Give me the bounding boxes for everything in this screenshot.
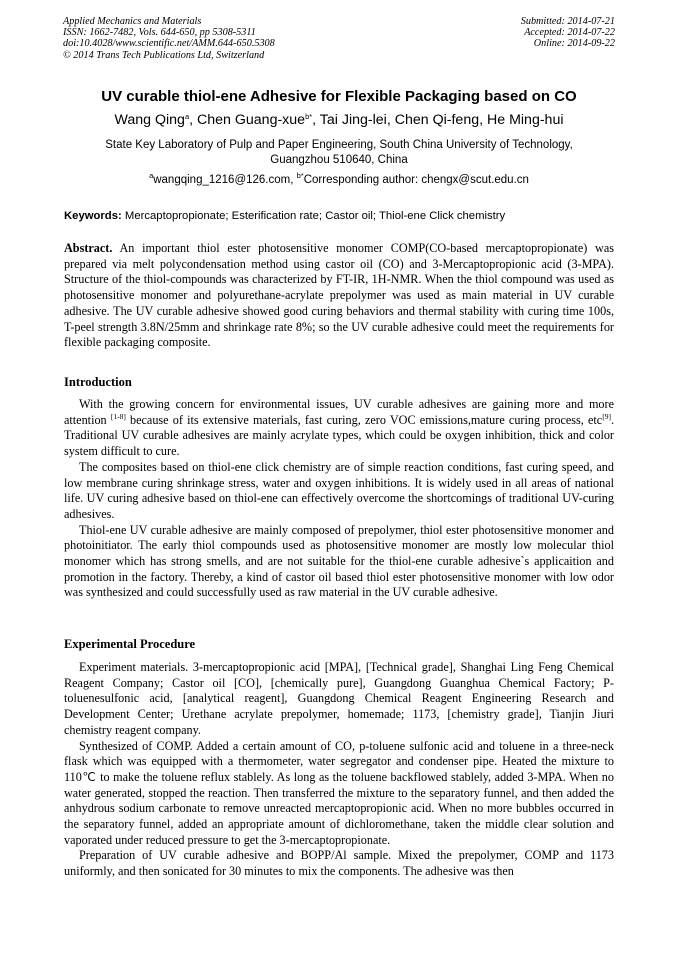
paragraph: Experiment materials. 3-mercaptopropionic acid [MPA], [Technical grade], Shanghai Ling Feng Chemical Reagent Company; Castor oil [CO], [chemically pure], Guangdong Guanghua Chemical Factory; P-toluenesulfonic acid, [analytical reagent], Guangdong Chemical Reagent Engineering Research and Development Center; Urethane acrylate prepolymer, homemade; 1173, [chemistry grade], Tianjin Jiuri chemistry reagent company. [64, 660, 614, 737]
author-name: Chen Qi-feng [394, 112, 480, 128]
paragraph-text: . Traditional UV curable adhesives are mainly acrylate types, which could be oxygen inhibition, thick and color system difficult to cure. [64, 412, 614, 459]
citation: [9] [602, 411, 611, 421]
abstract-text: An important thiol ester photosensitive monomer COMP(CO-based mercaptopropionate) was prepared via melt polycondensation method using castor oil (CO) and 3-Mercaptopropionic acid (3-MPA). Structure of the thiol-compounds was characterized by FT-IR, 1H-NMR. When the thiol compound was used as photosensitive monomer and polyurethane-acrylate prepolymer was used as main material in UV curable adhesive. The UV curable adhesive showed good curing behaviors and thermal stability with curing time 100s, T-peel strength 3.8N/25mm and shrinkage rate 8%; so the UV curable adhesive could meet the requirements for flexible packaging composite. [64, 241, 614, 350]
keywords-label: Keywords: [64, 210, 122, 222]
citation: [1-8] [110, 411, 126, 421]
keywords-text: Mercaptopropionate; Esterification rate; Castor oil; Thiol-ene Click chemistry [121, 210, 506, 222]
paragraph-text: With the growing concern for environmental issues, UV curable adhesives are gaining more and more attention [64, 397, 614, 427]
author-separator: , [386, 112, 395, 128]
dates-header [521, 16, 615, 50]
journal-issn: ISSN: 1662-7482, Vols. 644-650, pp 5308-5311 [63, 27, 256, 39]
author-separator: , [312, 112, 320, 128]
author-list [40, 111, 638, 129]
keywords [64, 209, 620, 223]
email-a-mark: a [149, 171, 154, 180]
experimental-body [64, 660, 614, 880]
experimental-heading: Experimental Procedure [64, 637, 196, 651]
paragraph: Synthesized of COMP. Added a certain amount of CO, p-toluene sulfonic acid and toluene in a three-neck flask which was equipped with a thermometer, water segregator and condenser pipe. Heated the mixture to 110℃ to make the toluene reflux stablely. As long as the toluene backflowed stablely, added 3-MPA. When no water generated, stopped the reaction. Then transferred the mixture to the separatory funnel, and then added the anhydrous sodium carbonate to remove unreacted mercaptopropionic acid. When no more bubbles occurred in the separatory funnel, added an appropriate amount of dichloromethane, taken the middle clear solution and vaporated under reduced pressure to get the 3-mercaptopropionate. [64, 738, 614, 847]
paragraph-text: because of its extensive materials, fast curing, zero VOC emissions,mature curing process, etc [125, 412, 603, 427]
journal-copyright: © 2014 Trans Tech Publications Ltd, Switzerland [63, 49, 265, 61]
paragraph: Thiol-ene UV curable adhesive are mainly composed of prepolymer, thiol ester photosensitive monomer and photoinitiator. The early thiol compounds used as photosensitive monomer are mostly low molecular thiol monomer which has strong smells, and are not suitable for the thiol-ene curable adhesive`s applicaition and promotion in the factory. Thereby, a kind of castor oil based thiol ester photosensitive monomer with low odor was synthesized and could successfully used as raw material in the UV curable adhesive. [64, 522, 614, 600]
journal-header [63, 16, 275, 61]
online-date: Online: 2014-09-22 [533, 38, 615, 50]
author-name: He Ming-hui [487, 112, 564, 128]
affiliation: State Key Laboratory of Pulp and Paper Engineering, South China University of Technology, Guangzhou 510640, China [105, 139, 573, 166]
submitted-date: Submitted: 2014-07-21 [520, 16, 615, 27]
paragraph: Preparation of UV curable adhesive and BOPP/Al sample. Mixed the prepolymer, COMP and 1173 uniformly, and then sonicated for 30 minutes to mix the components. The adhesive was then [64, 848, 614, 879]
email-b-mark: b* [296, 171, 304, 180]
journal-doi: doi:10.4028/www.scientific.net/AMM.644-650.5308 [63, 38, 275, 50]
paragraph: The composites based on thiol-ene click chemistry are of simple reaction conditions, fast curing speed, and low membrane curing shrinkage stress, water and oxygen inhibitions. It is widely used in all areas of national life. UV curing adhesive based on thiol-ene can effectively overcome the shortcomings of traditional UV-curing adhesives. [64, 459, 614, 521]
author-separator: , [189, 112, 197, 128]
paragraph [64, 397, 614, 460]
author-name: Chen Guang-xue [197, 112, 306, 128]
contact-emails [40, 173, 638, 187]
email-a: wangqing_1216@126.com, [153, 174, 297, 186]
abstract [64, 241, 614, 351]
introduction-body [64, 397, 614, 601]
author-affil-mark: b* [305, 112, 313, 121]
paper-title: UV curable thiol-ene Adhesive for Flexible Packaging based on CO [101, 88, 577, 105]
journal-name: Applied Mechanics and Materials [63, 16, 202, 27]
abstract-label: Abstract. [64, 241, 113, 255]
introduction-heading: Introduction [64, 375, 132, 389]
author-name: Tai Jing-lei [319, 112, 387, 128]
email-b: Corresponding author: chengx@scut.edu.cn [303, 174, 529, 186]
author-affil-mark: a [184, 112, 190, 121]
accepted-date: Accepted: 2014-07-22 [524, 27, 615, 39]
author-separator: , [479, 112, 487, 128]
author-name: Wang Qing [114, 112, 185, 128]
